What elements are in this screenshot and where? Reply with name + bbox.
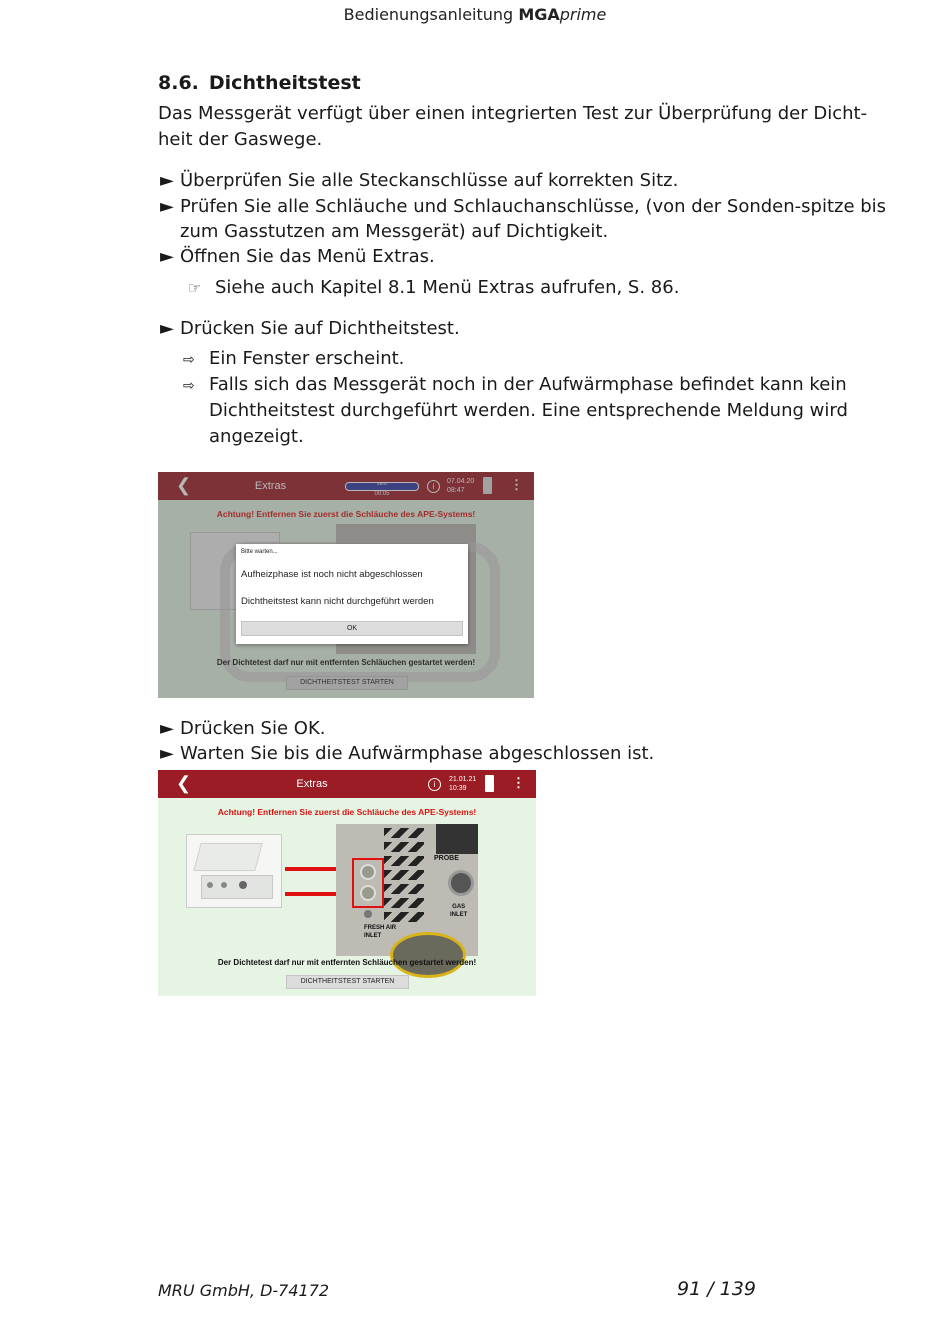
intro-line-1: Das Messgerät verfügt über einen integrierten Test zur Überprüfung der Dicht- [158, 103, 868, 124]
bullet-icon: ► [160, 318, 174, 339]
fresh-inlet-label: INLET [364, 933, 382, 939]
device-image [186, 834, 282, 908]
bullet-icon: ► [160, 170, 174, 191]
step-check-hoses-continued: zum Gasstutzen am Messgerät) auf Dichtigkeit. [180, 221, 609, 242]
bullet-icon: ► [160, 743, 174, 764]
result-text: Falls sich das Messgerät noch in der Aufwärmphase befindet kann kein [209, 374, 847, 395]
app-bar [158, 770, 536, 798]
more-menu-icon[interactable]: ⋮ [510, 477, 523, 492]
app-title: Extras [254, 480, 287, 492]
result-text-line-2: Dichtheitstest durchgeführt werden. Eine entsprechende Meldung wird [209, 400, 848, 421]
vent-stripe [384, 828, 424, 838]
app-title: Extras [296, 778, 328, 790]
result-arrow-icon: ⇨ [183, 378, 195, 394]
info-icon[interactable]: i [427, 480, 440, 493]
progress-label: zero [377, 481, 387, 487]
step-check-connections [160, 168, 678, 194]
time: 10:39 [449, 785, 467, 792]
probe-socket [436, 824, 478, 854]
step-check-hoses [160, 194, 886, 220]
bullet-icon: ► [160, 718, 174, 739]
port-icon [207, 882, 213, 888]
pointing-hand-icon: ☞ [188, 279, 202, 297]
probe-label: PROBE [434, 855, 459, 862]
page-header [0, 5, 950, 24]
fresh-air-label [364, 924, 396, 940]
port-icon [360, 885, 376, 901]
battery-icon [485, 775, 494, 792]
section-number: 8.6. [158, 72, 199, 94]
see-also-text: Siehe auch Kapitel 8.1 Menü Extras aufrufen, S. 86. [215, 277, 680, 298]
warning-text: Achtung! Entfernen Sie zuerst die Schläuche des APE-Systems! [216, 509, 476, 519]
back-arrow-icon[interactable]: ❮ [176, 773, 192, 793]
datetime [449, 775, 476, 793]
step-text: Prüfen Sie alle Schläuche und Schlauchanschlüsse, (von der Sonden-spitze bis [180, 196, 887, 217]
device-top [193, 843, 263, 871]
intro-line-2: heit der Gaswege. [158, 129, 323, 150]
result-warmup-message [183, 372, 847, 399]
date: 21.01.21 [449, 776, 477, 783]
footer-company: MRU GmbH, D-74172 [158, 1281, 330, 1300]
result-text-line-3: angezeigt. [209, 426, 304, 447]
header-prefix: Bedienungsanleitung [343, 5, 514, 24]
step-press-test [160, 316, 460, 342]
header-brand-italic: prime [559, 5, 607, 24]
dialog-ok-button[interactable]: OK [241, 621, 463, 636]
step-text: Öffnen Sie das Menü Extras. [180, 246, 435, 267]
fresh-air-port [364, 910, 372, 918]
vent-stripe [384, 884, 424, 894]
warning-text: Achtung! Entfernen Sie zuerst die Schläuche des APE-Systems! [217, 807, 477, 817]
port-icon [239, 881, 247, 889]
step-text: Drücken Sie auf Dichtheitstest. [180, 318, 460, 339]
dialog-title: Bitte warten... [241, 549, 278, 555]
vent-stripe [384, 856, 424, 866]
start-test-button[interactable]: DICHTHEITSTEST STARTEN [286, 975, 409, 989]
gas-label: GAS [452, 904, 466, 910]
section-heading [158, 72, 361, 94]
step-wait-warmup [160, 741, 654, 767]
gas-inlet-label [450, 903, 467, 919]
note-text: Der Dichtetest darf nur mit entfernten Schläuchen gestartet werden! [217, 958, 477, 967]
bullet-icon: ► [160, 196, 174, 217]
note-text: Der Dichtetest darf nur mit entfernten Schläuchen gestartet werden! [216, 658, 476, 667]
date: 07.04.20 [447, 478, 475, 485]
port-icon [221, 882, 227, 888]
vent-stripe [384, 870, 424, 880]
footer-page-number: 91 / 139 [677, 1278, 756, 1300]
step-open-menu [160, 244, 435, 270]
screenshot-extras-screen [158, 770, 536, 996]
step-text: Überprüfen Sie alle Steckanschlüsse auf korrekten Sitz. [180, 170, 679, 191]
fresh-label: FRESH AIR [364, 925, 397, 931]
vent-stripe [384, 842, 424, 852]
start-test-button[interactable]: DICHTHEITSTEST STARTEN [286, 676, 408, 690]
see-also-reference [188, 275, 679, 301]
section-title: Dichtheitstest [208, 72, 361, 94]
gas-inlet-port [448, 870, 474, 896]
step-text: Warten Sie bis die Aufwärmphase abgeschlossen ist. [180, 743, 655, 764]
time: 08:47 [447, 487, 465, 494]
result-text: Ein Fenster erscheint. [209, 348, 405, 369]
more-menu-icon[interactable]: ⋮ [512, 775, 525, 790]
header-brand-bold: MGA [518, 5, 560, 24]
result-window-appears [183, 346, 404, 373]
step-press-ok [160, 716, 325, 742]
progress-time: 00:05 [374, 491, 390, 497]
vent-stripe [384, 898, 424, 908]
intro-paragraph [158, 101, 867, 153]
step-text: Drücken Sie OK. [180, 718, 326, 739]
back-arrow-icon[interactable]: ❮ [176, 475, 192, 495]
bullet-icon: ► [160, 246, 174, 267]
gauge-dial [390, 932, 466, 978]
dialog-message-1: Aufheizphase ist noch nicht abgeschlossen [241, 569, 423, 580]
warmup-dialog [236, 544, 468, 644]
screenshot-warmup-dialog [158, 472, 534, 698]
vent-stripe [384, 912, 424, 922]
info-icon[interactable]: i [428, 778, 441, 791]
port-icon [360, 864, 376, 880]
inlet-label: INLET [450, 912, 468, 918]
dialog-message-2: Dichtheitstest kann nicht durchgeführt werden [241, 596, 434, 607]
result-arrow-icon: ⇨ [183, 352, 195, 368]
connector-panel-image [336, 824, 478, 956]
